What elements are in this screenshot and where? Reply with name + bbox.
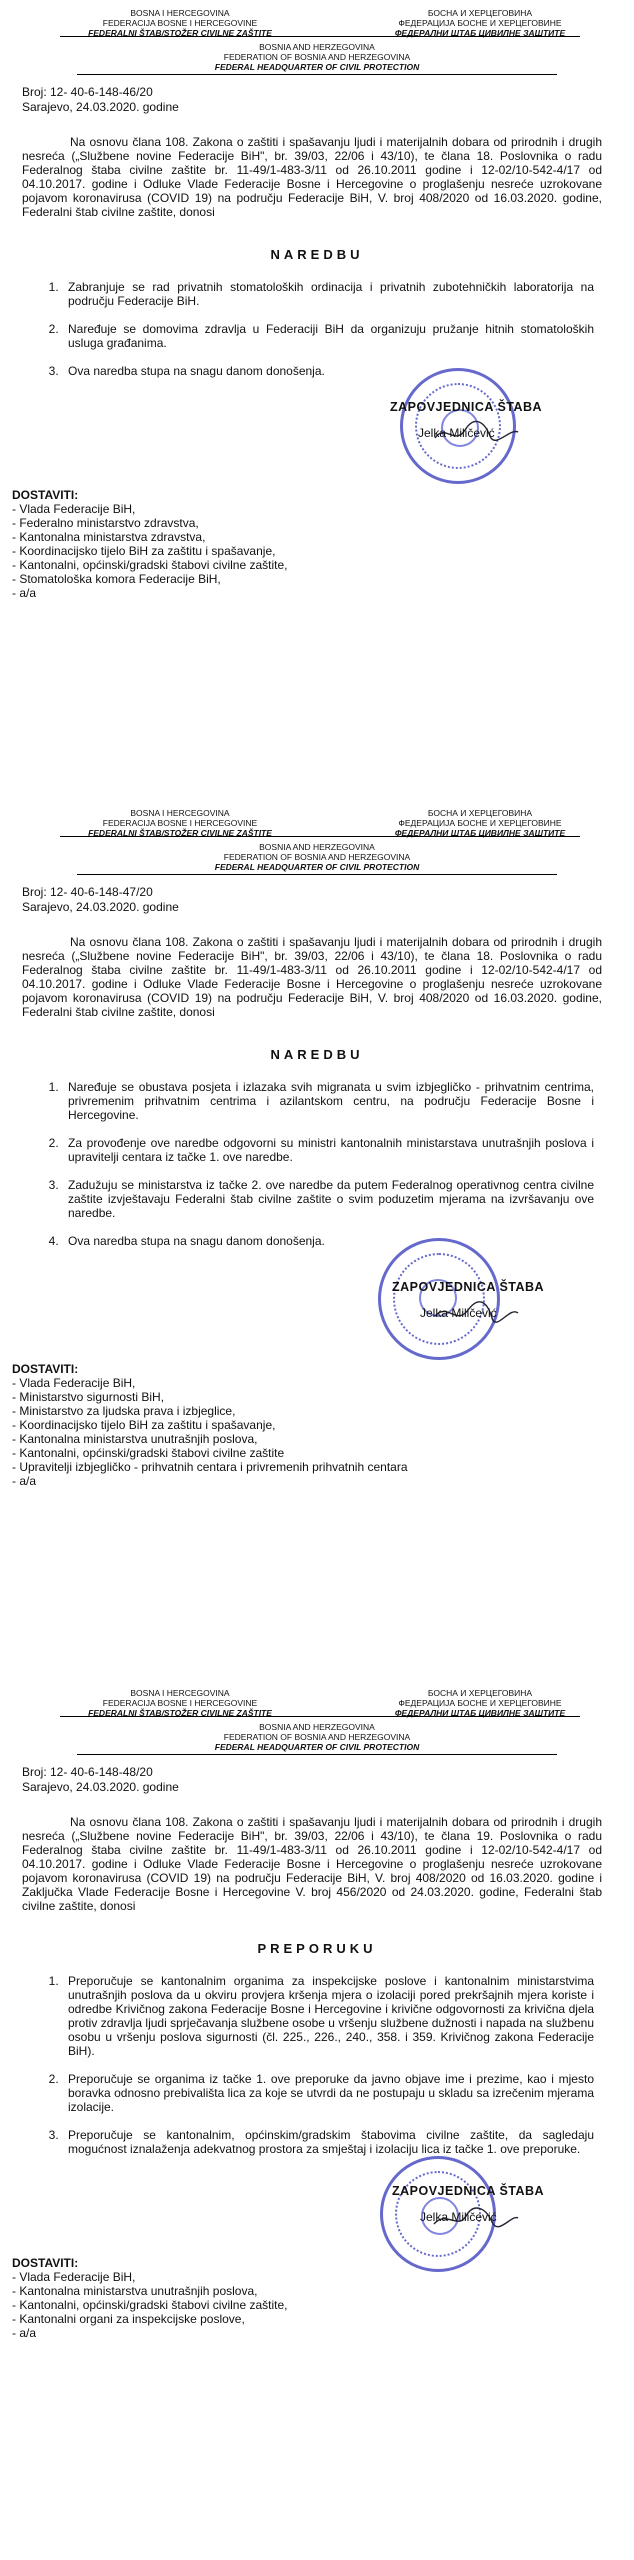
preamble: Na osnovu člana 108. Zakona o zaštiti i spašavanju ljudi i materijalnih dobara od prirodnih i drugih nesreća („Službene novine Federacije BiH", br. 39/03, 22/06 i 43/10), te člana 18. Poslovnika o radu Federalnog štaba civilne zaštite br. 11-49/1-483-3/11 od 26.10.2011 godine i 12-02/10-542-4/17 od 04.10.2017. godine i Odluke Vlade Federacije Bosne i Hercegovine o proglašenju nesreće uzrokovane pojavom koronavirusa (COVID 19) na području Federacije BiH, V. broj 408/2020 od 16.03.2020. godine, Federalni štab civilne zaštite, donosi — [22, 135, 602, 219]
list-item: - Koordinacijsko tijelo BiH za zaštitu i spašavanje, — [12, 1418, 276, 1432]
list-item: - Vlada Federacije BiH, — [12, 2270, 136, 2284]
order-items — [40, 1080, 594, 1248]
reference — [22, 85, 634, 115]
list-item: 2. Za provođenje ove naredbe odgovorni su ministri kantonalnih ministarstava unutrašnjih poslova i upravitelji centara iz tačke 1. ove naredbe. — [62, 1136, 594, 1164]
list-item: 3. Preporučuje se kantonalnim, općinskim/gradskim štabovima civilne zaštite, da sagledaju mogućnost iznalaženja adekvatnog prostora za smještaj i izolaciju lica iz tačke 1. ove preporuke. — [62, 2128, 594, 2156]
letterhead — [0, 800, 634, 840]
list-item: - Vlada Federacije BiH, — [12, 502, 136, 516]
distribution-list: DOSTAVITI: - Vlada Federacije BiH, - Ministarstvo sigurnosti BiH, - Ministarstvo za ljudska prava i izbjeglice, - Koordinacijsko tijelo BiH za zaštitu i spašavanje, - Kantonalna ministarstva unutrašnjih poslova, - Kantonalni, općinski/gradski štabovi civilne zaštite - Upravitelji izbjegličko - prihvatnih centara i privremenih prihvatnih centara - a/a — [12, 1362, 634, 1488]
document-number: Broj: 12- 40-6-148-47/20 — [22, 885, 153, 899]
list-item: - Vlada Federacije BiH, — [12, 1376, 136, 1390]
list-item: - Ministarstvo za ljudska prava i izbjeglice, — [12, 1404, 236, 1418]
reference — [22, 1765, 634, 1795]
signatory-title: ZAPOVJEDNICA ŠTABA — [392, 2184, 545, 2198]
place-date: Sarajevo, 24.03.2020. godine — [22, 900, 179, 914]
signatory-title: ZAPOVJEDNICA ŠTABA — [390, 400, 543, 414]
preamble: Na osnovu člana 108. Zakona o zaštiti i spašavanju ljudi i materijalnih dobara od prirodnih i drugih nesreća („Službene novine Federacije BiH", br. 39/03, 22/06 i 43/10), te člana 19. Poslovnika o radu Federalnog štaba civilne zaštite br. 11-49/1-483-3/11 od 26.10.2011 godine i 12-02/10-542-4/17 od 04.10.2017. godine i Odluke Vlade Federacije Bosne i Hercegovine o proglašenju nesreće uzrokovane pojavom koronavirusa (COVID 19) na području Federacije BiH, V. broj 408/2020 od 16.03.2020. godine i Zaključka Vlade Federacije Bosne i Hercegovine V. broj 456/2020 od 24.03.2020. godine, Federalni štab civilne zaštite, donosi — [22, 1815, 602, 1913]
place-date: Sarajevo, 24.03.2020. godine — [22, 1780, 179, 1794]
list-item: 3. Ova naredba stupa na snagu danom donošenja. — [62, 364, 594, 378]
list-item: - Upravitelji izbjegličko - prihvatnih centara i privremenih prihvatnih centara — [12, 1460, 408, 1474]
list-item: - Kantonalna ministarstva unutrašnjih poslova, — [12, 2284, 258, 2298]
recommendation-items — [40, 1974, 594, 2156]
list-item: - Kantonalni, općinski/gradski štabovi civilne zaštite, — [12, 2298, 288, 2312]
distribution-list: DOSTAVITI: - Vlada Federacije BiH, - Kantonalna ministarstva unutrašnjih poslova, - Kantonalni, općinski/gradski štabovi civilne zaštite, - Kantonalni organi za inspekcijske poslove, - a/a — [12, 2256, 634, 2340]
list-item: 3. Zadužuju se ministarstva iz tačke 2. ove naredbe da putem Federalnog operativnog centra civilne zaštite izvještavaju Federalni štab civilne zaštite o svim poduzetim mjerama na izvršavanju ove naredbe. — [62, 1178, 594, 1220]
list-item: - Federalno ministarstvo zdravstva, — [12, 516, 199, 530]
letterhead-english: BOSNIA AND HERZEGOVINA FEDERATION OF BOSNIA AND HERZEGOVINA FEDERAL HEADQUARTER OF CIVIL PROTECTION — [0, 842, 634, 875]
document-title: NAREDBU — [270, 247, 364, 262]
list-item: 2. Naređuje se domovima zdravlja u Federaciji BiH da organizuju pružanje hitnih stomatoloških usluga građanima. — [62, 322, 594, 350]
letterhead — [0, 1680, 634, 1720]
letterhead-right: БОСНА И ХЕРЦЕГОВИНА ФЕДЕРАЦИЈА БОСНЕ И ХЕРЦЕГОВИНЕ ФЕДЕРАЛНИ ШТАБ ЦИВИЛНЕ ЗАШТИТЕ — [394, 1688, 566, 1718]
signature-block — [0, 378, 634, 488]
letterhead-right: БОСНА И ХЕРЦЕГОВИНА ФЕДЕРАЦИЈА БОСНЕ И ХЕРЦЕГОВИНЕ ФЕДЕРАЛНИ ШТАБ ЦИВИЛНЕ ЗАШТИТЕ — [394, 808, 566, 838]
letterhead-left: BOSNA I HERCEGOVINA FEDERACIJA BOSNE I HERCEGOVINE FEDERALNI ŠTAB/STOŽER CIVILNE ZAŠTITE — [88, 8, 272, 38]
signature-block — [0, 1254, 634, 1362]
list-item: - Stomatološka komora Federacije BiH, — [12, 572, 221, 586]
list-item: - Kantonalna ministarstva zdravstva, — [12, 530, 206, 544]
document-3 — [0, 1680, 634, 2340]
document-number: Broj: 12- 40-6-148-46/20 — [22, 85, 153, 99]
letterhead-left: BOSNA I HERCEGOVINA FEDERACIJA BOSNE I HERCEGOVINE FEDERALNI ŠTAB/STOŽER CIVILNE ZAŠTITE — [88, 808, 272, 838]
list-item: - Kantonalni organi za inspekcijske poslove, — [12, 2312, 245, 2326]
letterhead — [0, 0, 634, 40]
letterhead-right: БОСНА И ХЕРЦЕГОВИНА ФЕДЕРАЦИЈА БОСНЕ И ХЕРЦЕГОВИНЕ ФЕДЕРАЛНИ ШТАБ ЦИВИЛНЕ ЗАШТИТЕ — [394, 8, 566, 38]
letterhead-divider — [60, 836, 580, 837]
list-item: 1. Naređuje se obustava posjeta i izlazaka svih migranata u svim izbjegličko - prihvatnim centrima, privremenim prihvatnim centrima i azilantskom centru, na području Federacije Bosne i Hercegovine. — [62, 1080, 594, 1122]
letterhead-divider — [60, 1716, 580, 1717]
signatory-name: Jelka Miličević — [420, 2210, 497, 2224]
preamble: Na osnovu člana 108. Zakona o zaštiti i spašavanju ljudi i materijalnih dobara od prirodnih i drugih nesreća („Službene novine Federacije BiH", br. 39/03, 22/06 i 43/10), te člana 18. Poslovnika o radu Federalnog štaba civilne zaštite br. 11-49/1-483-3/11 od 26.10.2011 godine i 12-02/10-542-4/17 od 04.10.2017. godine i Odluke Vlade Federacije Bosne i Hercegovine o proglašenju nesreće uzrokovane pojavom koronavirusa (COVID 19) na području Federacije BiH, V. broj 408/2020 od 16.03.2020. godine, Federalni štab civilne zaštite, donosi — [22, 935, 602, 1019]
signature-block — [0, 2156, 634, 2256]
signatory-name: Jelka Miličević — [420, 1306, 497, 1320]
place-date: Sarajevo, 24.03.2020. godine — [22, 100, 179, 114]
distribution-list: DOSTAVITI: - Vlada Federacije BiH, - Federalno ministarstvo zdravstva, - Kantonalna ministarstva zdravstva, - Koordinacijsko tijelo BiH za zaštitu i spašavanje, - Kantonalni, općinski/gradski štabovi civilne zaštite, - Stomatološka komora Federacije BiH, - a/a — [12, 488, 634, 600]
document-title: NAREDBU — [270, 1047, 364, 1062]
document-title: PREPORUKU — [257, 1941, 377, 1956]
letterhead-english: BOSNIA AND HERZEGOVINA FEDERATION OF BOSNIA AND HERZEGOVINA FEDERAL HEADQUARTER OF CIVIL PROTECTION — [0, 1722, 634, 1755]
list-item: - a/a — [12, 2326, 37, 2340]
list-item: - a/a — [12, 1474, 37, 1488]
list-item: - a/a — [12, 586, 37, 600]
list-item: 2. Preporučuje se organima iz tačke 1. ove preporuke da javno objave ime i prezime, kao i mjesto boravka odnosno prebivališta lica za koje se utvrdi da ne postupaju u skladu sa izrečenim mjerama izolacije. — [62, 2072, 594, 2114]
document-1 — [0, 0, 634, 600]
signatory-title: ZAPOVJEDNICA ŠTABA — [392, 1280, 545, 1294]
list-item: - Kantonalna ministarstva unutrašnjih poslova, — [12, 1432, 258, 1446]
reference — [22, 885, 634, 915]
order-items — [40, 280, 594, 378]
letterhead-divider — [60, 36, 580, 37]
list-item: 1. Preporučuje se kantonalnim organima za inspekcijske poslove i kantonalnim ministarstvima unutrašnjih poslova da u okviru provjera kršenja mjera o izolaciji pored prekršajnih mjera koriste i odredbe Krivičnog zakona Federacije Bosne i Hercegovine i krivične odgovornosti za krivična djela protiv zdravlja ljudi sprječavanja službene osobe u vršenju službene dužnosti i napada na službenu osobu u vršenju poslova sigurnosti (čl. 225., 226., 240., 358. i 359. Krivičnog zakona Federacije BiH). — [62, 1974, 594, 2058]
letterhead-english: BOSNIA AND HERZEGOVINA FEDERATION OF BOSNIA AND HERZEGOVINA FEDERAL HEADQUARTER OF CIVIL PROTECTION — [0, 42, 634, 75]
letterhead-left: BOSNA I HERCEGOVINA FEDERACIJA BOSNE I HERCEGOVINE FEDERALNI ŠTAB/STOŽER CIVILNE ZAŠTITE — [88, 1688, 272, 1718]
document-number: Broj: 12- 40-6-148-48/20 — [22, 1765, 153, 1779]
document-2 — [0, 800, 634, 1488]
signatory-name: Jelka Miličević — [418, 426, 495, 440]
list-item: - Koordinacijsko tijelo BiH za zaštitu i spašavanje, — [12, 544, 276, 558]
list-item: - Kantonalni, općinski/gradski štabovi civilne zaštite, — [12, 558, 288, 572]
list-item: - Ministarstvo sigurnosti BiH, — [12, 1390, 165, 1404]
list-item: 4. Ova naredba stupa na snagu danom donošenja. — [62, 1234, 594, 1248]
list-item: 1. Zabranjuje se rad privatnih stomatoloških ordinacija i privatnih zubotehničkih laboratorija na području Federacije BiH. — [62, 280, 594, 308]
list-item: - Kantonalni, općinski/gradski štabovi civilne zaštite — [12, 1446, 285, 1460]
